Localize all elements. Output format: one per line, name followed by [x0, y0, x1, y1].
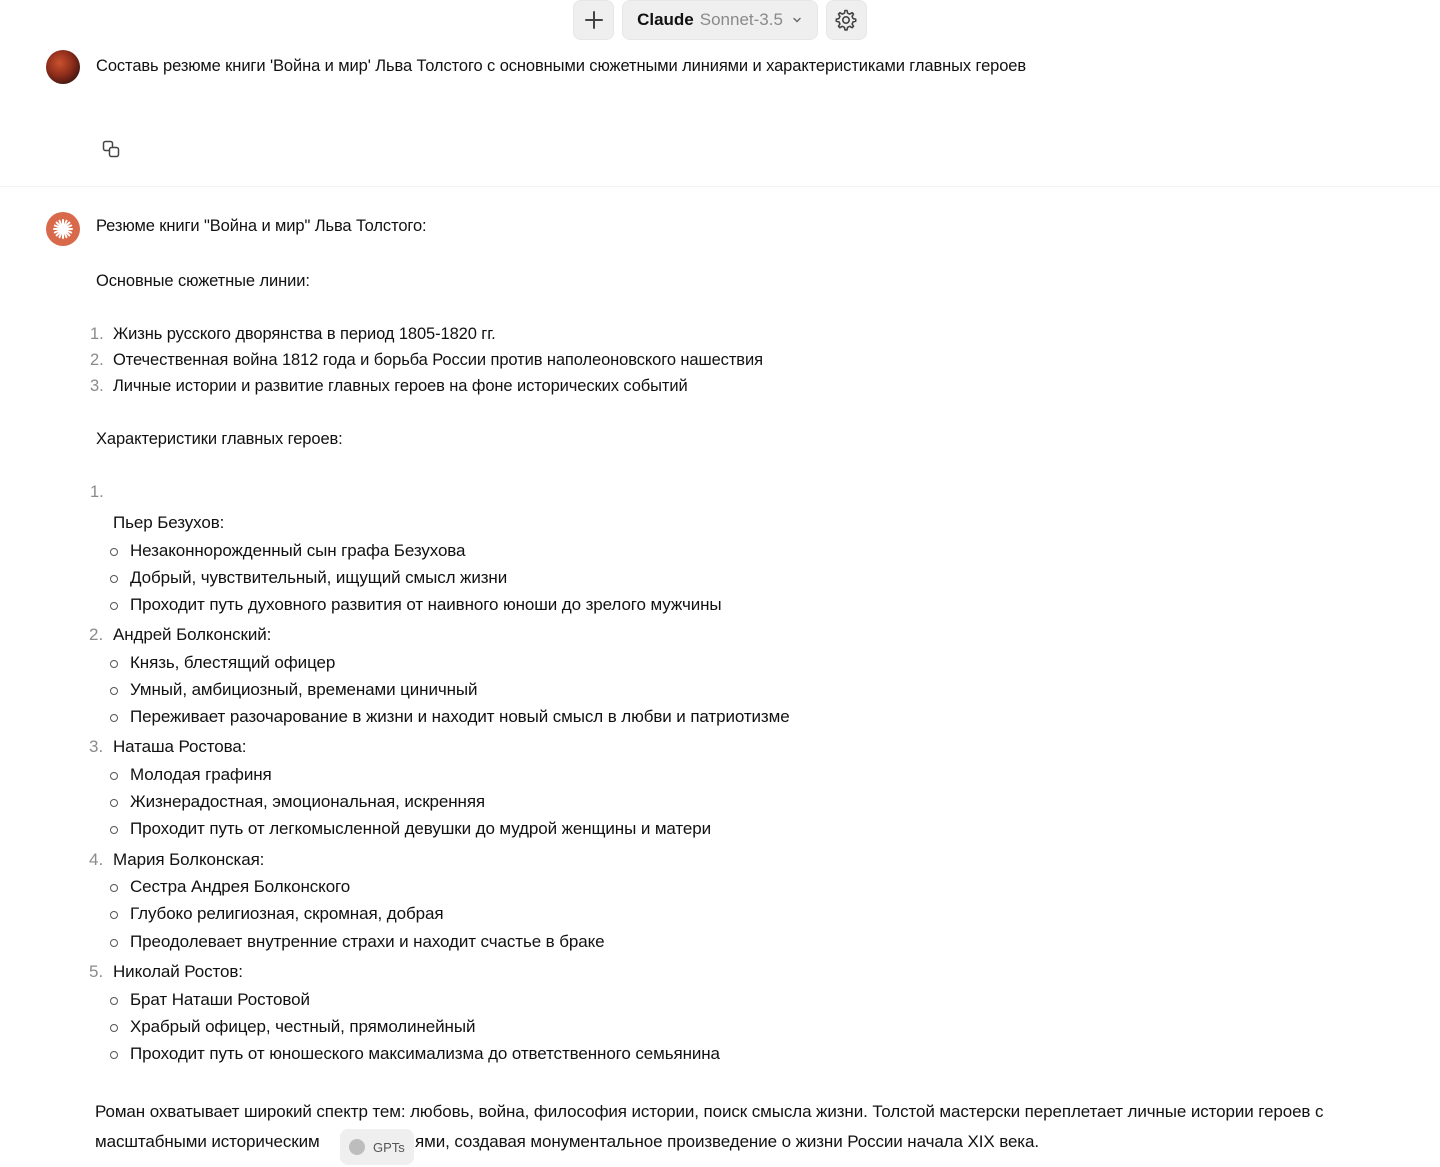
- hero-trait: Проходит путь духовного развития от наивного юноши до зрелого мужчины: [130, 595, 722, 614]
- bullet-icon: [110, 826, 118, 834]
- hero-trait: Проходит путь от легкомысленной девушки до мудрой женщины и матери: [130, 819, 712, 838]
- bullet-icon: [110, 997, 118, 1005]
- model-name: Claude: [637, 10, 694, 29]
- gpts-label: GPTs: [373, 1139, 405, 1155]
- gear-icon: [834, 8, 858, 32]
- hero-number: 1.: [90, 483, 104, 501]
- bullet-icon: [110, 884, 118, 892]
- hero-trait: Брат Наташи Ростовой: [130, 990, 310, 1009]
- hero-trait: Жизнерадостная, эмоциональная, искренняя: [130, 792, 486, 811]
- hero-number: 2.: [89, 625, 104, 644]
- plot-item: Личные истории и развитие главных героев на фоне исторических событий: [113, 377, 688, 395]
- bullet-icon: [110, 687, 118, 695]
- bullet-icon: [110, 772, 118, 780]
- plot-number: 2.: [90, 351, 104, 369]
- bullet-icon: [110, 660, 118, 668]
- conclusion-line-2b: ями, создавая монументальное произведение о жизни России начала XIX века.: [415, 1132, 1039, 1151]
- bullet-icon: [110, 575, 118, 583]
- bullet-icon: [110, 1024, 118, 1032]
- plus-icon: [584, 10, 604, 30]
- new-chat-button[interactable]: [573, 0, 614, 40]
- bullet-icon: [110, 911, 118, 919]
- hero-name: Андрей Болконский:: [113, 625, 272, 644]
- claude-logo-icon: [51, 217, 75, 241]
- user-message-text: Составь резюме книги 'Война и мир' Льва Толстого с основными сюжетными линиями и характеристиками главных героев: [96, 57, 1027, 75]
- settings-button[interactable]: [826, 0, 867, 40]
- assistant-avatar: [46, 212, 80, 246]
- bullet-icon: [110, 602, 118, 610]
- chevron-down-icon: [791, 14, 803, 26]
- bullet-icon: [110, 939, 118, 947]
- hero-number: 3.: [89, 737, 104, 756]
- hero-trait: Незаконнорожденный сын графа Безухова: [130, 541, 466, 560]
- user-message: [46, 50, 1026, 84]
- hero-number: 5.: [89, 962, 104, 981]
- plot-number: 3.: [90, 377, 104, 395]
- hero-trait: Проходит путь от юношеского максимализма до ответственного семьянина: [130, 1044, 720, 1063]
- hero-number: 4.: [89, 850, 104, 869]
- bullet-icon: [110, 799, 118, 807]
- hero-trait: Преодолевает внутренние страхи и находит счастье в браке: [130, 932, 605, 951]
- top-toolbar: [0, 0, 1440, 44]
- copy-icon[interactable]: [101, 139, 121, 159]
- hero-trait: Молодая графиня: [130, 765, 272, 784]
- hero-trait: Умный, амбициозный, временами циничный: [130, 680, 478, 699]
- hero-trait: Храбрый офицер, честный, прямолинейный: [130, 1017, 476, 1036]
- hero-name: Пьер Безухов:: [113, 513, 225, 532]
- plots-heading: Основные сюжетные линии:: [96, 272, 310, 290]
- hero-trait: Глубоко религиозная, скромная, добрая: [130, 904, 444, 923]
- model-selector[interactable]: [622, 0, 818, 40]
- hero-trait: Добрый, чувствительный, ищущий смысл жизни: [130, 568, 508, 587]
- gpts-button[interactable]: [340, 1129, 414, 1165]
- bullet-icon: [110, 714, 118, 722]
- hero-name: Наташа Ростова:: [113, 737, 247, 756]
- gpts-avatar-icon: [349, 1139, 365, 1155]
- hero-trait: Князь, блестящий офицер: [130, 653, 336, 672]
- plot-number: 1.: [90, 325, 104, 343]
- bullet-icon: [110, 1051, 118, 1059]
- hero-name: Мария Болконская:: [113, 850, 265, 869]
- conclusion-line-1: Роман охватывает широкий спектр тем: любовь, война, философия истории, поиск смысла жизни. Толстой мастерски переплетает личные истории героев с: [95, 1102, 1324, 1121]
- plot-item: Жизнь русского дворянства в период 1805-1820 гг.: [113, 325, 496, 343]
- hero-trait: Сестра Андрея Болконского: [130, 877, 351, 896]
- assistant-title: Резюме книги "Война и мир" Льва Толстого:: [96, 217, 427, 235]
- bullet-icon: [110, 548, 118, 556]
- hero-trait: Переживает разочарование в жизни и находит новый смысл в любви и патриотизме: [130, 707, 790, 726]
- heroes-heading: Характеристики главных героев:: [96, 430, 343, 448]
- hero-name: Николай Ростов:: [113, 962, 243, 981]
- model-version: Sonnet-3.5: [699, 10, 783, 29]
- conclusion-line-2a: масштабными историческим: [95, 1132, 320, 1151]
- plot-item: Отечественная война 1812 года и борьба России против наполеоновского нашествия: [113, 351, 763, 369]
- user-avatar: [46, 50, 80, 84]
